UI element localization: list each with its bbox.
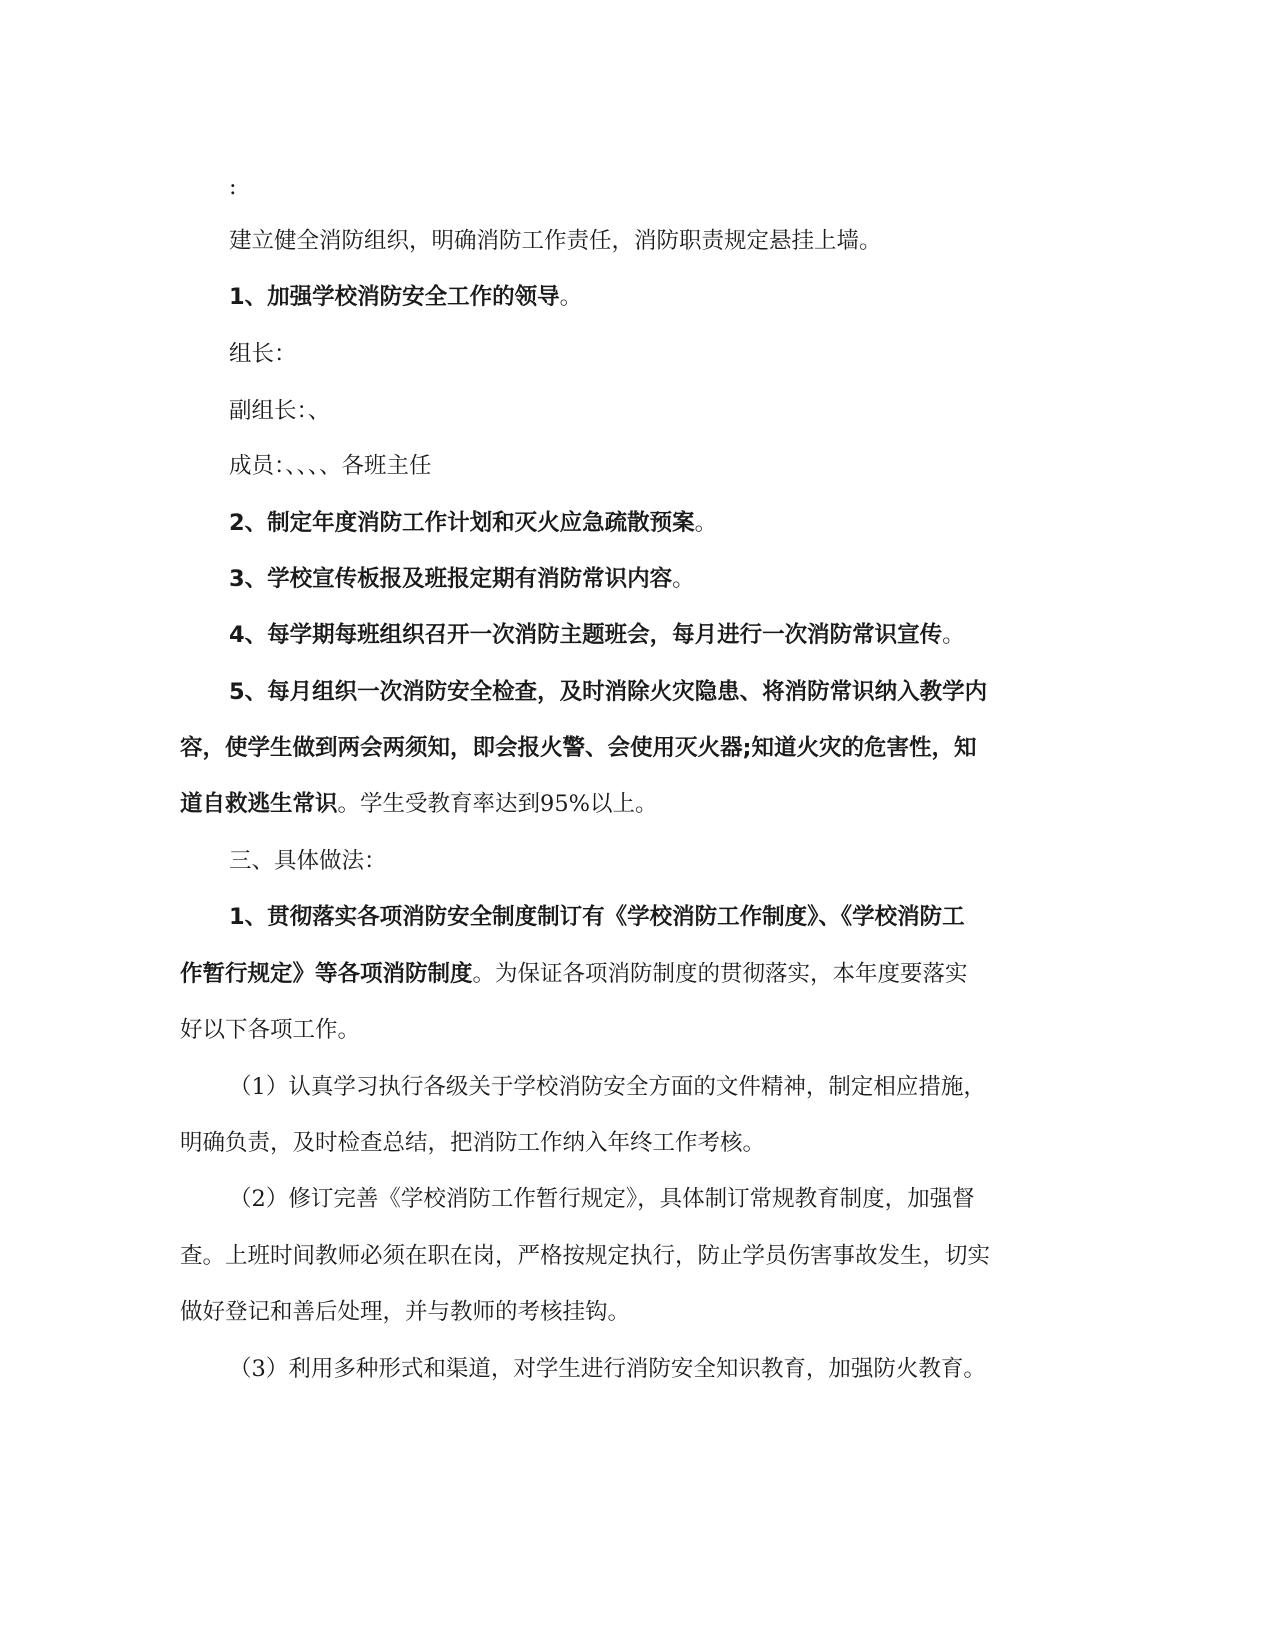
text-line-item5b <box>180 733 977 763</box>
text-run: 做好登记和善后处理，并与教师的考核挂钩。 <box>180 1299 631 1325</box>
text-run: 副组长：、 <box>229 398 331 424</box>
text-line-item3 <box>229 564 695 594</box>
text-line-item4 <box>229 620 965 650</box>
text-line-s1a <box>229 1072 986 1102</box>
text-run: 组长： <box>229 341 297 367</box>
text-line-p1b <box>180 959 968 989</box>
text-run: 查。上班时间教师必须在职在岗，严格按规定执行，防止学员伤害事故发生，切实 <box>180 1243 991 1269</box>
text-run: 。 <box>559 284 583 310</box>
text-line-p1c <box>180 1015 360 1045</box>
text-run: 好以下各项工作。 <box>180 1017 361 1043</box>
text-run: 成员：、、、、各班主任 <box>229 453 432 479</box>
text-line-s2c <box>180 1297 630 1327</box>
bold-text-run: 道自救逃生常识 <box>180 791 338 817</box>
text-line-intro <box>229 226 882 256</box>
text-line-colon <box>229 172 237 202</box>
bold-text-run: 5、每月组织一次消防安全检查，及时消除火灾隐患、将消防常识纳入教学内 <box>229 679 988 705</box>
text-run: 。 <box>694 510 718 536</box>
text-line-item5c <box>180 789 658 819</box>
text-line-item5a <box>229 677 987 707</box>
text-line-deputy <box>229 396 330 426</box>
text-line-s1b <box>180 1128 765 1158</box>
bold-text-run: 1、加强学校消防安全工作的领导 <box>229 284 560 310</box>
text-run: 。 <box>672 566 695 592</box>
text-line-members <box>229 451 432 481</box>
text-run: （1）认真学习执行各级关于学校消防安全方面的文件精神，制定相应措施， <box>229 1074 986 1100</box>
text-run: 。学生受教育率达到95%以上。 <box>337 791 658 817</box>
text-run: 。为保证各项消防制度的贯彻落实，本年度要落实 <box>472 961 968 987</box>
text-run: : <box>229 174 237 200</box>
bold-text-run: 1、贯彻落实各项消防安全制度制订有《学校消防工作制度》、《学校消防工 <box>229 904 965 930</box>
text-line-item2 <box>229 508 717 538</box>
bold-text-run: 3、学校宣传板报及班报定期有消防常识内容 <box>229 566 673 592</box>
text-run: 。 <box>942 622 965 648</box>
bold-text-run: 2、制定年度消防工作计划和灭火应急疏散预案 <box>229 510 695 536</box>
bold-text-run: 容，使学生做到两会两须知，即会报火警、会使用灭火器;知道火灾的危害性，知 <box>180 735 977 761</box>
text-run: （3）利用多种形式和渠道，对学生进行消防安全知识教育，加强防火教育。 <box>229 1356 986 1382</box>
text-line-s2b <box>180 1241 990 1271</box>
text-run: 建立健全消防组织，明确消防工作责任，消防职责规定悬挂上墙。 <box>229 228 882 254</box>
text-line-section3 <box>229 846 387 876</box>
text-line-s2a <box>229 1184 975 1214</box>
bold-text-run: 作暂行规定》等各项消防制度 <box>180 961 473 987</box>
text-line-item1 <box>229 282 582 312</box>
text-run: 三、具体做法： <box>229 848 387 874</box>
text-run: （2）修订完善《学校消防工作暂行规定》，具体制订常规教育制度，加强督 <box>229 1186 975 1212</box>
text-line-p1a <box>229 902 965 932</box>
text-run: 明确负责，及时检查总结，把消防工作纳入年终工作考核。 <box>180 1130 766 1156</box>
bold-text-run: 4、每学期每班组织召开一次消防主题班会，每月进行一次消防常识宣传 <box>229 622 943 648</box>
text-line-leader <box>229 339 297 369</box>
text-line-s3a <box>229 1354 986 1384</box>
